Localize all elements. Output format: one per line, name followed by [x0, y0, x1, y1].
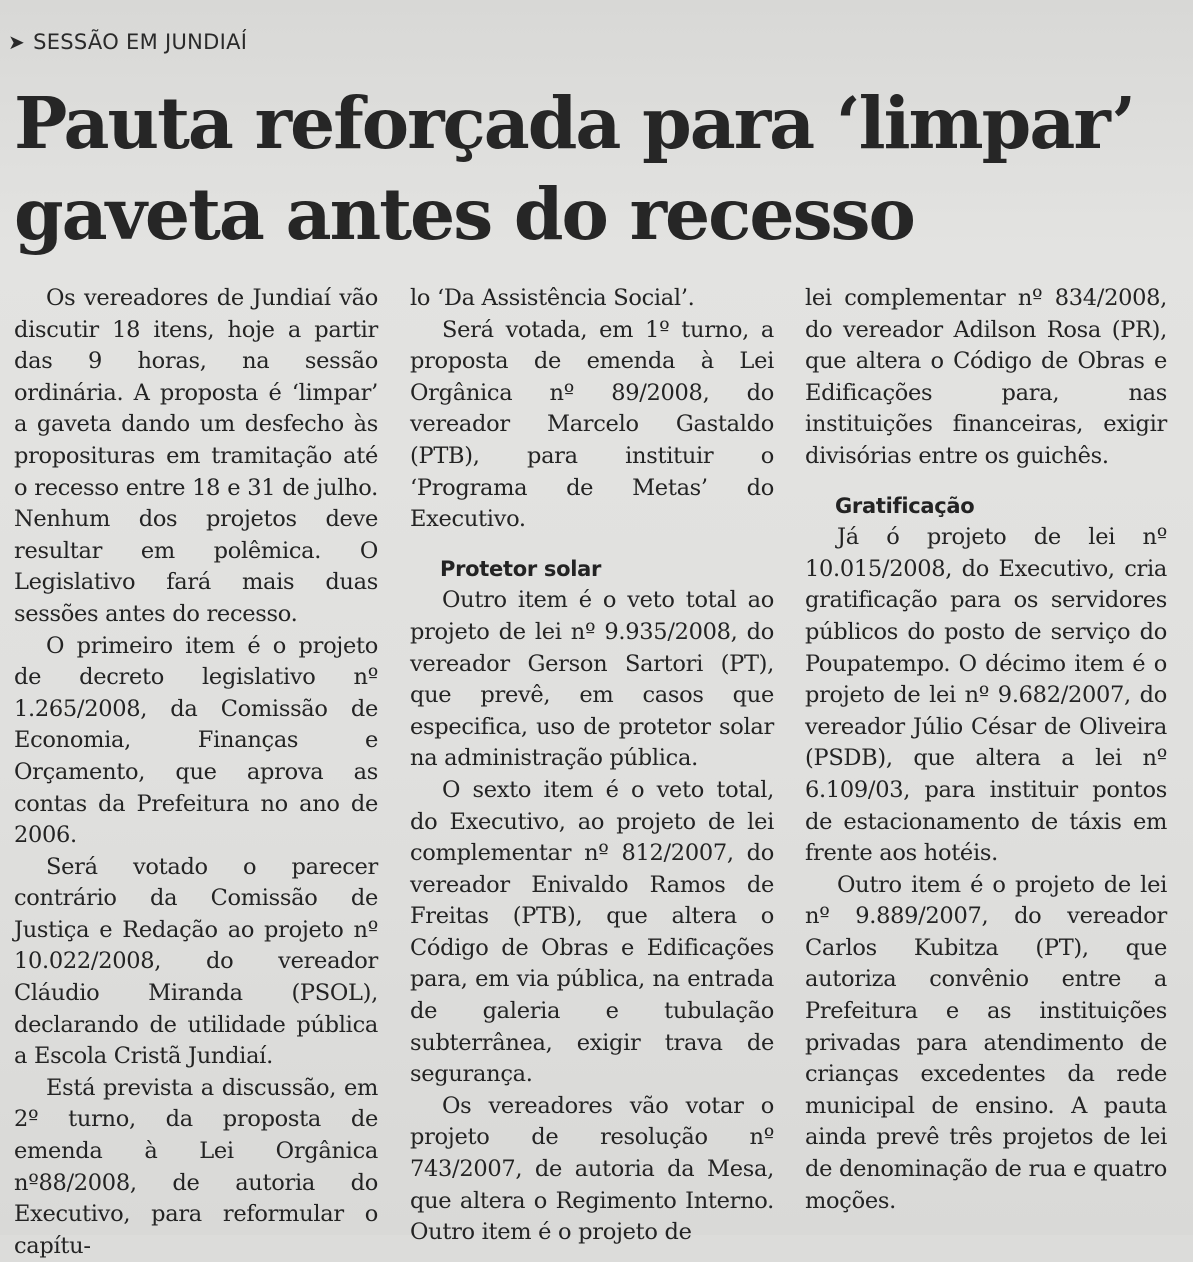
paragraph: Será votada, em 1º turno, a proposta de emenda à Lei Orgânica nº 89/2008, do vereador Marcelo Gastaldo (PTB), para instituir o ‘Programa de Metas’ do Executivo.: [410, 316, 774, 533]
headline: [14, 78, 1184, 260]
paragraph: Outro item é o veto total ao projeto de lei nº 9.935/2008, do vereador Gerson Sartori (PT), que prevê, em casos que especifica, uso de protetor solar na administração pública.: [410, 587, 774, 772]
paragraph: lei complementar nº 834/2008, do vereador Adilson Rosa (PR), que altera o Código de Obras e Edificações para, nas instituições financeiras, exigir divisórias entre os guichês.: [805, 285, 1167, 469]
article-column-2: [410, 283, 774, 1249]
section-label: SESSÃO EM JUNDIAÍ: [33, 30, 248, 54]
article-column-3: [805, 283, 1167, 1217]
paragraph: O primeiro item é o projeto de decreto legislativo nº 1.265/2008, da Comissão de Economia, Finanças e Orçamento, que aprova as contas da Prefeitura no ano de 2006.: [14, 632, 378, 849]
arrow-right-icon: ➤: [8, 30, 26, 54]
paragraph: Os vereadores vão votar o projeto de resolução nº 743/2007, de autoria da Mesa, que altera o Regimento Interno. Outro item é o projeto de: [410, 1092, 774, 1246]
paragraph: Será votado o parecer contrário da Comissão de Justiça e Redação ao projeto nº 10.022/2008, do vereador Cláudio Miranda (PSOL), declarando de utilidade pública a Escola Cristã Jundiaí.: [14, 853, 378, 1070]
paragraph: Já ó projeto de lei nº 10.015/2008, do Executivo, cria gratificação para os servidores públicos do posto de serviço do Poupatempo. O décimo item é o projeto de lei nº 9.682/2007, do vereador Júlio César de Oliveira (PSDB), que altera a lei nº 6.109/03, para instituir pontos de estacionamento de táxis em frente aos hotéis.: [805, 524, 1167, 867]
paragraph: Os vereadores de Jundiaí vão discutir 18 itens, hoje a partir das 9 horas, na sessão ordinária. A proposta é ‘limpar’ a gaveta dando um desfecho às proposituras em tramitação até o recesso entre 18 e 31 de julho. Nenhum dos projetos deve resultar em polêmica. O Legislativo fará mais duas sessões antes do recesso.: [14, 285, 378, 627]
section-kicker: [8, 30, 247, 54]
paragraph: Está prevista a discussão, em 2º turno, da proposta de emenda à Lei Orgânica nº88/2008, de autoria do Executivo, para reformular o capítu-: [14, 1074, 378, 1259]
headline-line-1: Pauta reforçada para ‘limpar’: [14, 81, 1135, 165]
paragraph: Outro item é o projeto de lei nº 9.889/2007, do vereador Carlos Kubitza (PT), que autoriza convênio entre a Prefeitura e as instituições privadas para atendimento de crianças excedentes da rede municipal de ensino. A pauta ainda prevê três projetos de lei de denominação de rua e quatro moções.: [805, 871, 1167, 1214]
headline-line-2: gaveta antes do recesso: [14, 172, 914, 256]
article-column-1: [14, 283, 378, 1262]
subheading: Protetor solar: [440, 556, 602, 581]
paragraph: O sexto item é o veto total, do Executivo, ao projeto de lei complementar nº 812/2007, do vereador Enivaldo Ramos de Freitas (PTB), que altera o Código de Obras e Edificações para, em via pública, na entrada de galeria e tubulação subterrânea, exigir trava de segurança.: [410, 776, 774, 1088]
subheading: Gratificação: [835, 493, 975, 518]
paragraph: lo ‘Da Assistência Social’.: [410, 285, 695, 311]
